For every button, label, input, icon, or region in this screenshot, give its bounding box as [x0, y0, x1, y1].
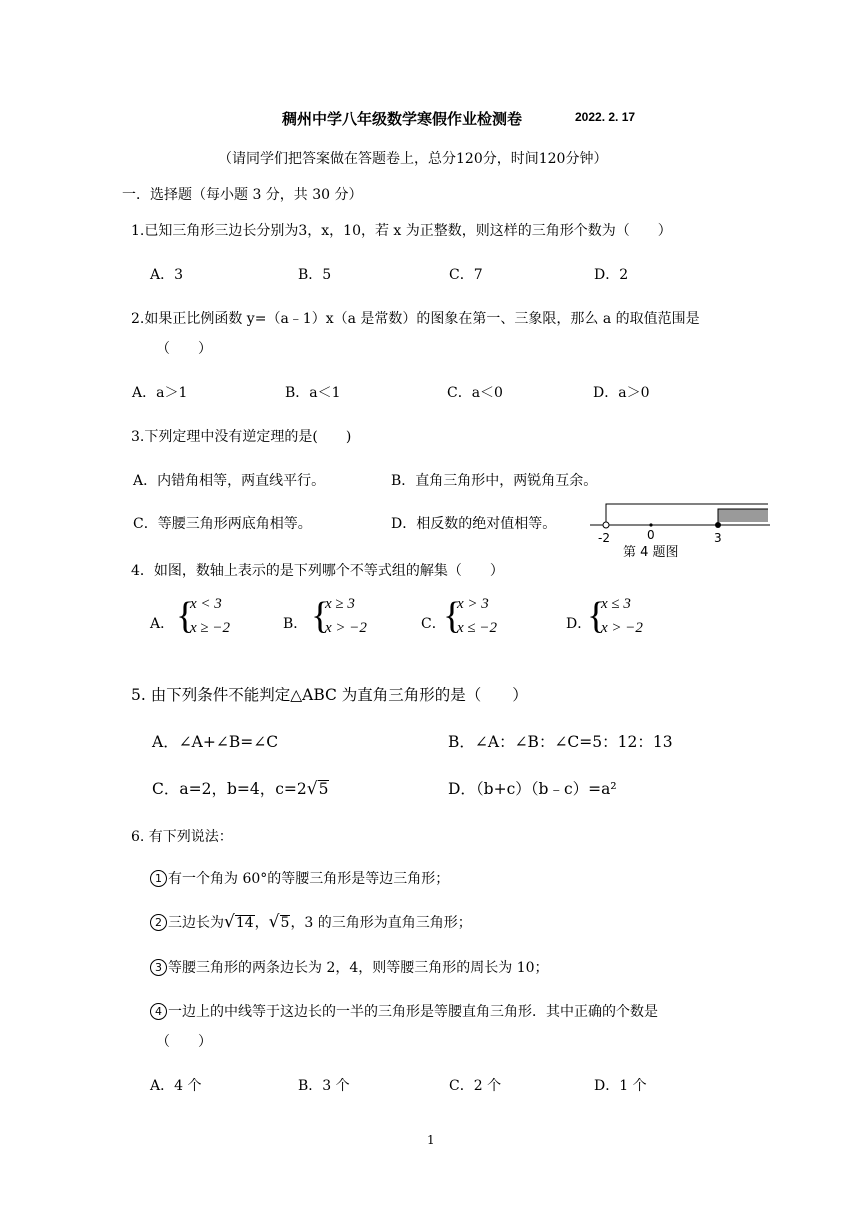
- q1-option-b: B．5: [298, 267, 332, 283]
- section-heading: 一．选择题（每小题 3 分，共 30 分）: [122, 187, 363, 203]
- q5-option-b: B．∠A：∠B：∠C=5：12：13: [448, 733, 673, 751]
- q2-option-b: B．a＜1: [285, 385, 341, 401]
- tick-label-minus-2: -2: [598, 531, 610, 545]
- question-4-stem: 4．如图，数轴上表示的是下列哪个不等式组的解集（ ）: [131, 563, 504, 579]
- open-dot-minus-2: [603, 522, 609, 528]
- q2-option-d: D．a＞0: [593, 385, 650, 401]
- instructions: （请同学们把答案做在答题卷上，总分120分，时间120分钟）: [218, 151, 608, 167]
- q1-option-a: A．3: [150, 267, 184, 283]
- q6-option-d: D．1 个: [594, 1078, 647, 1094]
- closed-dot-3: [715, 522, 721, 528]
- tick-label-3: 3: [714, 531, 722, 545]
- q2-option-c: C．a＜0: [447, 385, 503, 401]
- question-5-stem: 5. 由下列条件不能判定△ABC 为直角三角形的是（ ）: [131, 686, 528, 704]
- figure-caption: 第 4 题图: [623, 545, 679, 560]
- exam-date: 2022. 2. 17: [575, 110, 636, 124]
- q5-option-d: D．（b+c）（b﹣c）=a²: [448, 780, 617, 798]
- q1-option-d: D．2: [594, 267, 629, 283]
- question-6-stem: 6. 有下列说法：: [131, 829, 233, 845]
- circled-number-1: 1: [150, 870, 167, 887]
- tick-label-0: 0: [647, 528, 655, 542]
- statement-4: 4 一边上的中线等于这边长的一半的三角形是等腰直角三角形．其中正确的个数是: [150, 1001, 658, 1021]
- question-2-blank: （ ）: [156, 341, 212, 357]
- question-6-blank: （ ）: [156, 1034, 212, 1050]
- question-2-stem: 2.如果正比例函数 y=（a﹣1）x（a 是常数）的图象在第一、三象限，那么 a 的取值范围是: [131, 311, 700, 327]
- tick-dot-0: [649, 523, 652, 526]
- shaded-region: [718, 509, 768, 522]
- q5-option-c: C．a=2，b=4，c=2√5: [152, 779, 329, 799]
- q2-option-a: A．a＞1: [132, 385, 188, 401]
- q6-option-a: A．4 个: [150, 1078, 202, 1094]
- statement-3: 3 等腰三角形的两条边长为 2，4，则等腰三角形的周长为 10；: [150, 957, 549, 977]
- statement-1: 1 有一个角为 60°的等腰三角形是等边三角形；: [150, 868, 449, 888]
- q3-option-b: B．直角三角形中，两锐角互余。: [391, 473, 598, 489]
- circled-number-3: 3: [150, 959, 167, 976]
- q5-option-a: A．∠A+∠B=∠C: [152, 733, 279, 751]
- q6-option-b: B．3 个: [298, 1078, 350, 1094]
- number-line-figure: [590, 498, 776, 546]
- q6-option-c: C．2 个: [449, 1078, 502, 1094]
- q3-option-c: C．等腰三角形两底角相等。: [133, 516, 312, 532]
- q3-option-a: A．内错角相等，两直线平行。: [133, 473, 326, 489]
- circled-number-2: 2: [150, 914, 167, 931]
- radicand-5: 5: [318, 780, 329, 798]
- page-number: 1: [427, 1133, 435, 1147]
- statement-2: 2 三边长为√14，√5，3 的三角形为直角三角形；: [150, 912, 472, 932]
- circled-number-4: 4: [150, 1003, 167, 1020]
- question-1-stem: 1.已知三角形三边长分别为3，x，10，若 x 为正整数，则这样的三角形个数为（ ）: [131, 223, 672, 239]
- q1-option-c: C．7: [449, 267, 483, 283]
- q3-option-d: D．相反数的绝对值相等。: [391, 516, 557, 532]
- page-title: 稠州中学八年级数学寒假作业检测卷: [282, 110, 523, 128]
- question-3-stem: 3.下列定理中没有逆定理的是( ): [131, 429, 352, 445]
